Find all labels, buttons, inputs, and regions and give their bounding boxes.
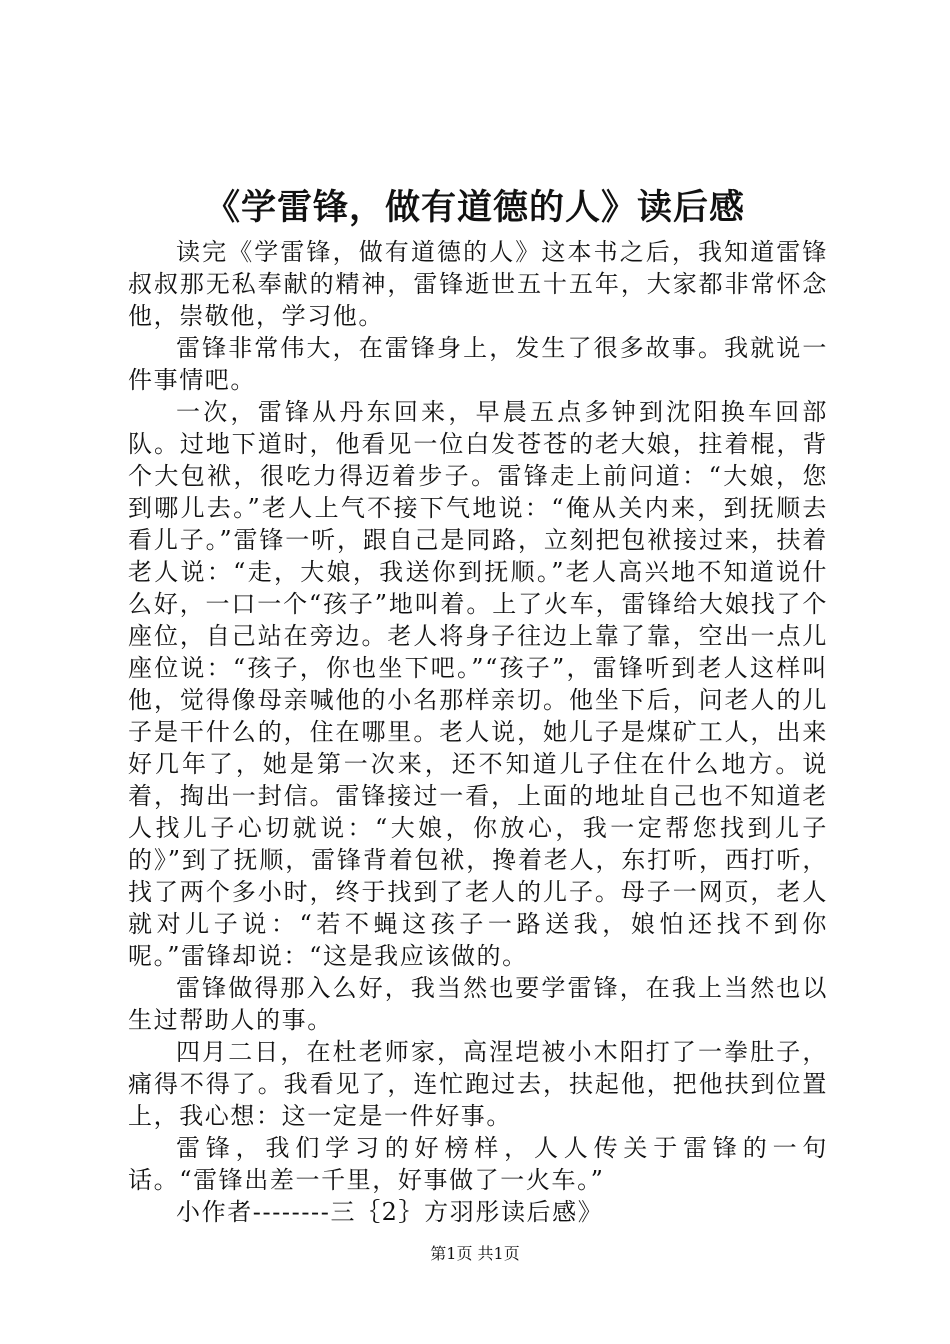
paragraph: 雷锋，我们学习的好榜样，人人传关于雷锋的一句话。“雷锋出差一千里，好事做了一火车。” — [128, 1134, 828, 1194]
author-signature: 小作者--------三｛2｝方羽彤读后感》 — [176, 1198, 604, 1226]
document-title: 《学雷锋，做有道德的人》读后感 — [204, 187, 745, 228]
paragraph: 读完《学雷锋，做有道德的人》这本书之后，我知道雷锋叔叔那无私奉献的精神，雷锋逝世五十五年，大家都非常怀念他，崇敬他，学习他。 — [128, 238, 828, 330]
paragraph: 雷锋非常伟大，在雷锋身上，发生了很多故事。我就说一件事情吧。 — [128, 334, 828, 394]
document-body — [128, 236, 828, 1228]
paragraph: 四月二日，在杜老师家，高涅垲被小木阳打了一拳肚子，痛得不得了。我看见了，连忙跑过去，扶起他，把他扶到位置上，我心想：这一定是一件好事。 — [128, 1038, 828, 1130]
paragraph: 一次，雷锋从丹东回来，早晨五点多钟到沈阳换车回部队。过地下道时，他看见一位白发苍苍的老大娘，拄着棍，背个大包袱，很吃力得迈着步子。雷锋走上前问道：“大娘，您到哪儿去。”老人上气不接下气地说：“俺从关内来，到抚顺去看儿子。”雷锋一听，跟自己是同路，立刻把包袱接过来，扶着老人说：“走，大娘，我送你到抚顺。”老人高兴地不知道说什么好，一口一个“孩子”地叫着。上了火车，雷锋给大娘找了个座位，自己站在旁边。老人将身子往边上靠了靠，空出一点儿座位说：“孩子，你也坐下吧。”“孩子”，雷锋听到老人这样叫他，觉得像母亲喊他的小名那样亲切。他坐下后，问老人的儿子是干什么的，住在哪里。老人说，她儿子是煤矿工人，出来好几年了，她是第一次来，还不知道儿子住在什么地方。说着，掏出一封信。雷锋接过一看，上面的地址自己也不知道老人找儿子心切就说：“大娘，你放心，我一定帮您找到儿子的》”到了抚顺，雷锋背着包袱，搀着老人，东打听，西打听，找了两个多小时，终于找到了老人的儿子。母子一网页，老人就对儿子说：“若不蝇这孩子一路送我，娘怕还找不到你呢。”雷锋却说：“这是我应该做的。 — [128, 398, 828, 970]
page-footer: 第1页 共1页 — [430, 1244, 520, 1263]
paragraph: 雷锋做得那入么好，我当然也要学雷锋，在我上当然也以生过帮助人的事。 — [128, 974, 828, 1034]
